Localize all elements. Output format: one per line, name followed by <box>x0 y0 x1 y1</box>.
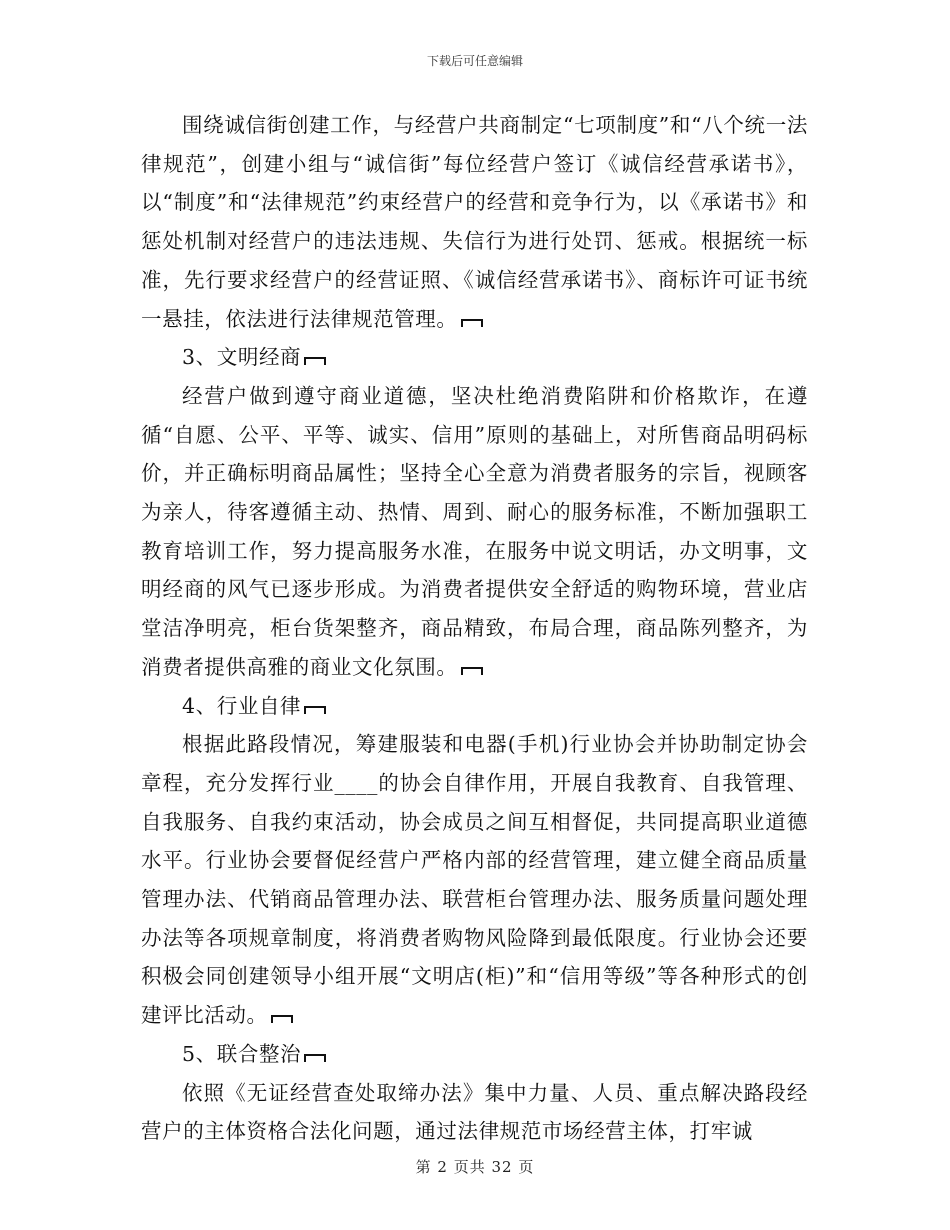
paragraph-text: 依照《无证经营查处取缔办法》集中力量、人员、重点解决路段经营户的主体资格合法化问题，通过法律规范市场经营主体，打牢诚 <box>141 1080 808 1144</box>
paragraph-civilized-business <box>141 377 808 687</box>
paragraph-text: 经营户做到遵守商业道德，坚决杜绝消费陷阱和价格欺诈，在遵循“自愿、公平、平等、诚实、信用”原则的基础上，对所售商品明码标价，并正确标明商品属性；坚持全心全意为消费者服务的宗旨，视顾客为亲人，待客遵循主动、热情、周到、耐心的服务标准，不断加强职工教育培训工作，努力提高服务水准，在服务中说文明话，办文明事，文明经商的风气已逐步形成。为消费者提供安全舒适的购物环境，营业店堂洁净明亮，柜台货架整齐，商品精致，布局合理，商品陈列整齐，为消费者提供高雅的商业文化氛围。 <box>141 383 808 679</box>
paragraph-text: 围绕诚信街创建工作，与经营户共商制定“七项制度”和“八个统一法律规范”，创建小组与“诚信街”每位经营户签订《诚信经营承诺书》，以“制度”和“法律规范”约束经营户的经营和竞争行为，以《承诺书》和惩处机制对经营户的违法违规、失信行为进行处罚、惩戒。根据统一标准，先行要求经营户的经营证照、《诚信经营承诺书》、商标许可证书统一悬挂，依法进行法律规范管理。 <box>141 113 808 331</box>
section-heading-text: 3、文明经商 <box>182 345 302 370</box>
section-heading-civilized-business <box>141 338 808 377</box>
paragraph-mark-icon <box>461 667 483 675</box>
page-footer: 第 2 页共 32 页 <box>415 1158 535 1176</box>
paragraph-mark-icon <box>461 319 483 327</box>
section-heading-text: 4、行业自律 <box>182 693 302 718</box>
paragraph-mark-icon <box>271 1015 293 1023</box>
paragraph-text: 根据此路段情况，筹建服装和电器(手机)行业协会并协助制定协会章程，充分发挥行业____的协会自律作用，开展自我教育、自我管理、自我服务、自我约束活动，协会成员之间互相督促，共同提高职业道德水平。行业协会要督促经营户严格内部的经营管理，建立健全商品质量管理办法、代销商品管理办法、联营柜台管理办法、服务质量问题处理办法等各项规章制度，将消费者购物风险降到最低限度。行业协会还要积极会同创建领导小组开展“文明店(柜)”和“信用等级”等各种形式的创建评比活动。 <box>141 732 808 1028</box>
paragraph-mark-icon <box>304 1054 326 1062</box>
section-heading-joint-rectification <box>141 1035 808 1074</box>
paragraph-integrity-street <box>141 106 808 338</box>
paragraph-mark-icon <box>304 706 326 714</box>
paragraph-mark-icon <box>304 357 326 365</box>
section-heading-industry-self-discipline <box>141 687 808 726</box>
section-heading-text: 5、联合整治 <box>182 1041 302 1066</box>
document-body <box>141 106 808 1151</box>
paragraph-joint-rectification <box>141 1074 808 1151</box>
paragraph-industry-self-discipline <box>141 725 808 1035</box>
page-header: 下载后可任意编辑 <box>426 54 523 68</box>
